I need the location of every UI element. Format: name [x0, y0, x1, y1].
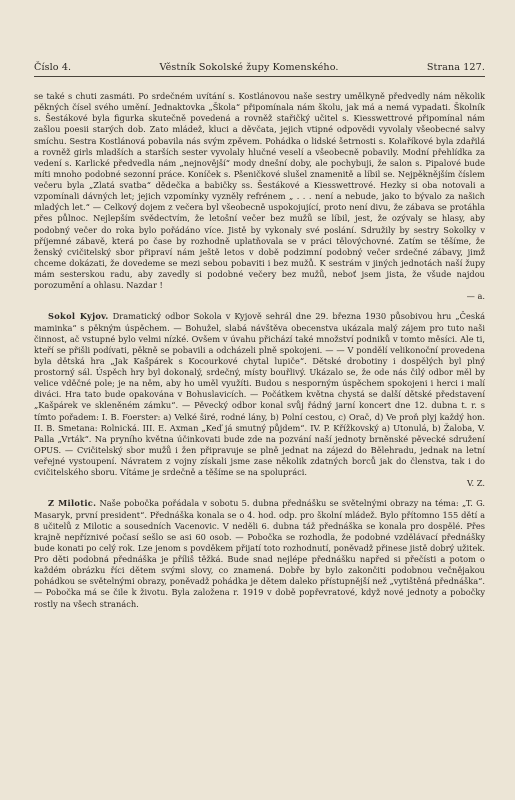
section-heading: Z Milotic.	[48, 498, 97, 509]
section-sokol-kyjov	[34, 311, 485, 489]
running-header	[34, 62, 485, 77]
paragraph-continued	[34, 91, 485, 302]
section-text: Dramatický odbor Sokola v Kyjově sehrál dne 29. března 1930 působivou hru „Česká maminka“ s pěkným úspěchem. — Bohužel, slabá návštěva obecenstva ukázala malý zájem pro tuto naši činnost, ač vstupné bylo velmi nízké. Ovšem v úvahu přichází také množství podniků v tomto měsíci. Ale ti, kteří se přišli podívati, pěkně se pobavili a odcházeli plně spokojeni. — — V pondělí velikonoční provedena byla dětská hra „Jak Kašpárek s Kocourkové chytal lupiče“. Dětské drobotiny i dospělých byl plný prostorný sál. Úspěch hry byl dokonalý, srdečný, místy bouřlivý. Ukázalo se, že ode nás čilý odbor měl by velice vděčné pole; je na něm, aby ho uměl využíti. Budou s nesporným úspěchem spokojeni i herci i malí diváci. Hra tato bude opakována v Bohuslavicích. — Počátkem května chystá se další dětské představení „Kašpárek ve skleněném zámku“. — Pěvecký odbor konal svůj řádný jarní koncert dne 12. dubna t. r. s tímto pořadem: I. B. Foerster: a) Velké širé, rodné lány, b) Polní cestou, c) Orač, d) Ve proň plyj každý hon. II. B. Smetana: Rolnická. III. E. Axman „Keď já smutný půjdem“. IV. P. Křížkovský a) Utonulá, b) Žaloba, V. Palla „Vrták“. Na pryního května účinkovati bude zde na pozvání naší jednoty brněnské pěvecké sdružení OPUS. — Cvičitelský sbor mužů i žen připravuje se plně jednat na zájezd do Bělehradu, jednak na letní veřejné vystoupení. Návratem z vojny získali jsme zase několik zdatných borců jak do členstva, tak i do cvičitelského sboru. Vítáme je srdečně a těšíme se na spolupráci.	[34, 311, 485, 478]
issue-number: Číslo 4.	[34, 62, 72, 73]
section-heading: Sokol Kyjov.	[48, 311, 109, 322]
page-number: Strana 127.	[426, 62, 485, 73]
journal-title: Věstník Sokolské župy Komenského.	[159, 62, 339, 73]
section-text: Naše pobočka pořádala v sobotu 5. dubna přednášku se světelnými obrazy na téma: „T. G. Masaryk, první president“. Přednáška konala se o 4. hod. odp. pro školní mládež. Bylo přítomno 155 dětí a 8 učitelů z Milotic a sousedních Vacenovic. V neděli 6. dubna táž přednáška se konala pro dospělé. Přes krajně nepříznivé počasí sešlo se asi 60 osob. — Pobočka se rozhodla, že podobné vzdělávací přednášky bude konati po celý rok. Lze jenom s povděkem přijatí toto rozhodnutí, poněvadž přinese jistě dobrý užitek. Pro děti podobná přednáška je příliš těžká. Bude snad nejlépe přednášku napřed si přečísti a potom o každém obrázku říci dětem svými slovy, co znamená. Dobře by bylo zakončiti podobnou večnějakou pohádkou se světelnými obrazy, poněvadž pohádka je dětem daleko přístupnější než „vytištěná přednáška“. — Pobočka má se čile k životu. Byla založena r. 1919 v době popřevratové, když nové jednoty a pobočky rostly na všech stranách.	[34, 498, 486, 609]
section-z-milotic	[34, 498, 485, 609]
paragraph-text: se také s chuti zasmáti. Po srdečném uvítání s. Kostlánovou naše sestry umělkyně předvedly nám několik pěkných čísel svého umění. Jednaktovka „Škola“ připomínala nám školu, jak má a nemá vypadati. Školník s. Šestákové byla figurka skutečně povedená a rovněž stařičký učitel s. Kiesswettrové připomínal nám zašlou poesii starých dob. Zato mládež, kluci a děvčata, jejich vtipné odpovědi vyvolaly všeobecné salvy smíchu. Sestra Kostlánová pobavila nás svým zpěvem. Pohádka o lidské šetrnosti s. Kolaříkové byla zdařilá a rovněž girls mladších a starších sester vyvolaly hlučné veselí a všeobecně pobavily. Modní přehlídka za vedení s. Karlické předvedla nám „nejnovější“ mody dnešní doby, ale pochybuji, že salon s. Pipalové bude míti mnoho podobné sezonní práce. Koníček s. Pšeničkové slušel znamenitě a líbil se. Nejpěknějším číslem večeru byla „Zlatá svatba“ dědečka a babičky ss. Šestákové a Kiesswettrové. Hezky si oba notovali a vzpomínali dávných let; jejich vzpomínky vyzněly refrénem „ . . . není a nebude, jako to bývalo za našich mladých let.“ — Celkový dojem z večera byl všeobecně uspokojující, proto není divu, že zábava se protáhla přes půlnoc. Nejlepším svědectvím, že letošní večer bez mužů se líbil, jest, že ozývaly se hlasy, aby podobný večer do roka bylo pořádáno více. Jistě by vykonaly své poslání. Sdružily by sestry Sokolky v příjemné zábavě, která po čase by rozhodně uplatňovala se v práci tělovýchovné. Zatím se těšíme, že ženský cvičitelský sbor připraví nám ještě letos v době podzimní podobný večer srdečné zábavy, jimž chceme dokázati, že dovedeme se mezi sebou pobaviti i bez mužů. K sestrám v jiných jednotách naší župy mám sesterskou radu, aby zavedly si podobné večery bez mužů, neboť jsem jista, že všude najdou porozumění a ohlasu. Nazdar !	[34, 91, 485, 291]
signature: V. Z.	[467, 478, 485, 489]
article-body	[34, 91, 485, 610]
signature: — a.	[466, 291, 485, 302]
